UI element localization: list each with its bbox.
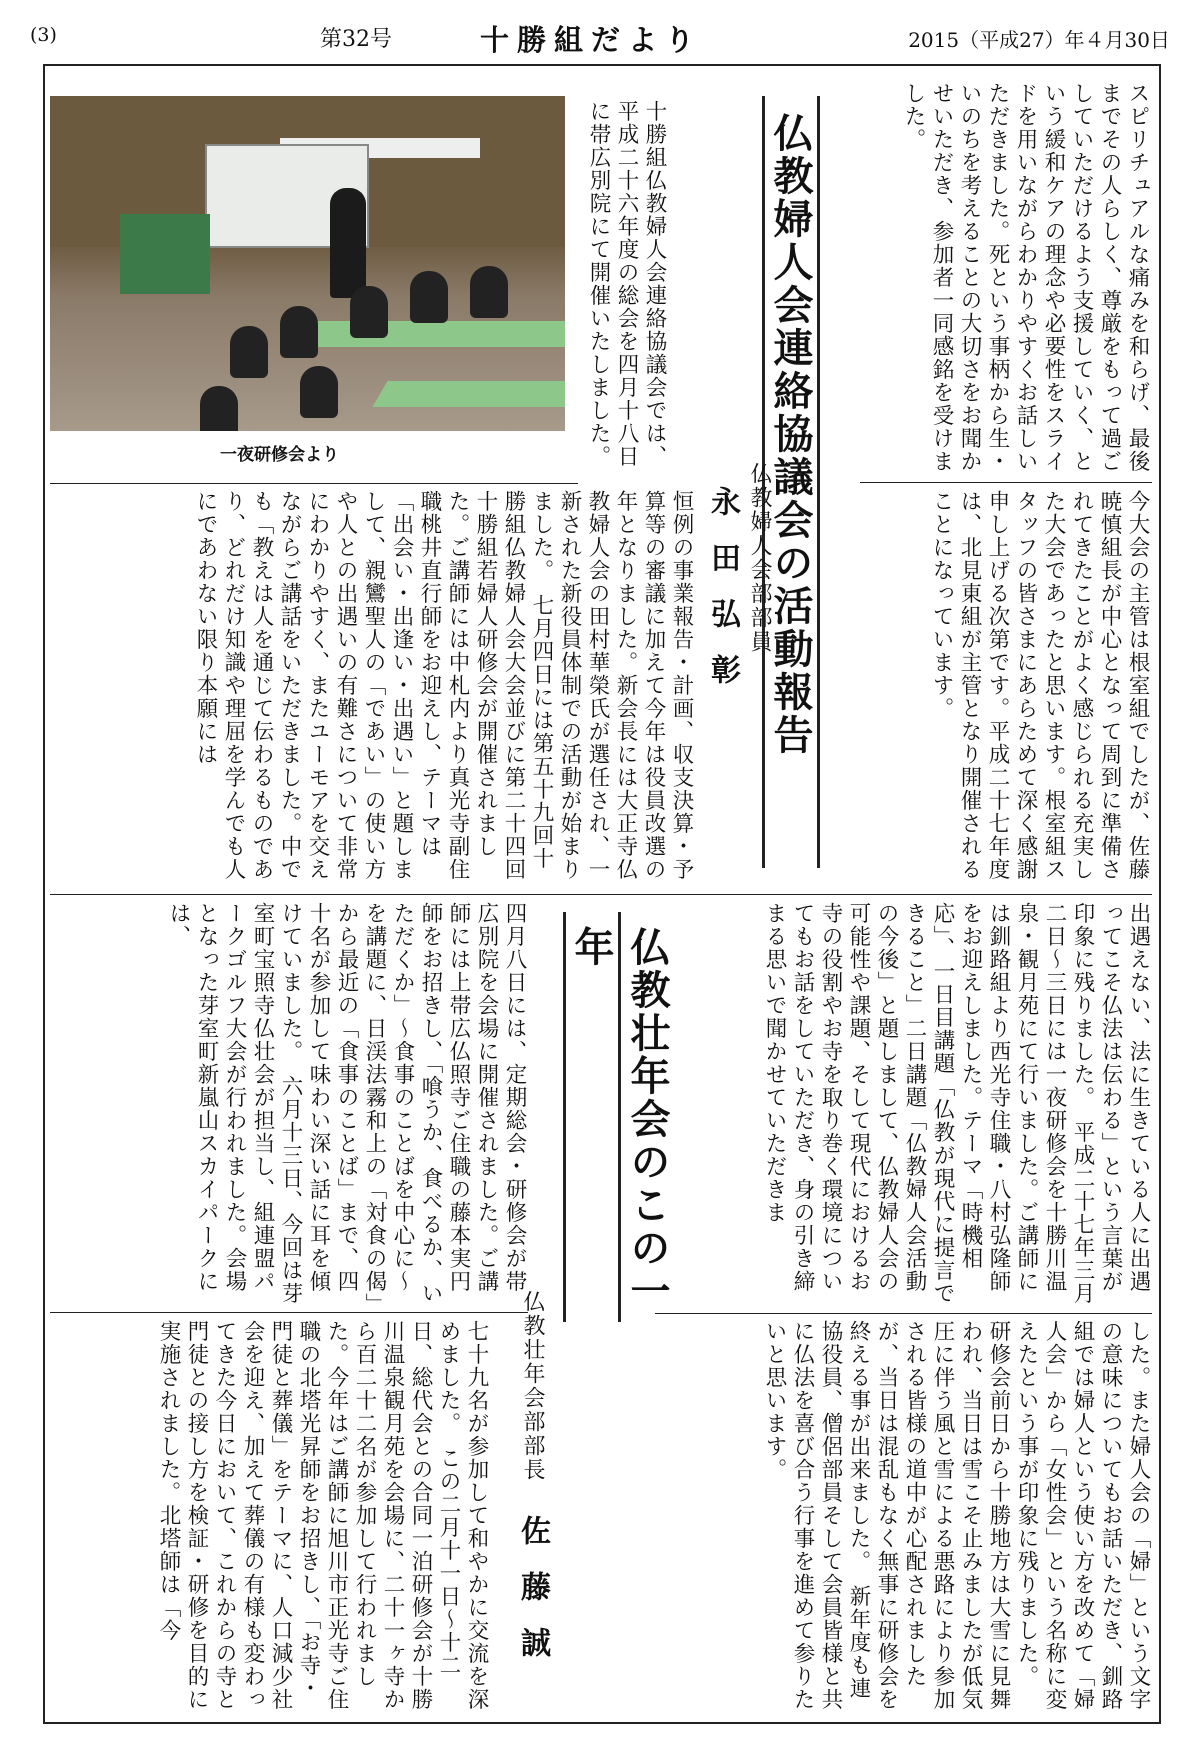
divider-bottom-right: [655, 1313, 1152, 1314]
article1-bottom-continuation: した。また婦人会の「婦」という文字の意味についてもお話いただき、釧路組では婦人という使い方を改めて「婦人会」から「女性会」という名称に変えたという事が印象に残りました。 研修会前日から十勝地方は大雪に見舞われ、当日は雪こそ止みましたが低気圧に伴う風と雪による悪路により参加される皆様の道中が心配されましたが、当日は混乱もなく無事に研修会を終える事が出来ました。 新年度も連協役員、僧侶部員そして会員皆様と共に仏法を喜び合う行事を進めて参りたいと思います。: [762, 1320, 1151, 1711]
newsletter-title: 十勝組だより: [480, 23, 703, 57]
article2-byline-name: 佐藤誠: [515, 1515, 550, 1683]
article1-middle-right: 今大会の主管は根室組でしたが、佐藤暁慎組長が中心となって周到に準備されてきたことがよく感じられる充実した大会であったと思います。根室組スタッフの皆さまにあらためて深く感謝申し上げる次第です。平成二十七年度は、北見東組が主管となり開催されることになっています。: [929, 490, 1150, 881]
divider-middle: [50, 894, 1152, 895]
article2-upper: 四月八日には、定期総会・研修会が帯広別院を会場に開催されました。ご講師には上帯広仏照寺ご住職の藤本実円師をお招きし、「喰うか、食べるか、いただくか」～食事のことばを中心に～を講題に、日渓法霧和上の「対食の偈」から最近の「食事のことば」まで、四十名が参加して味わい深い話に耳を傾けていました。 六月十三日、今回は芽室町宝照寺仏壮会が担当し、組連盟パークゴルフ大会が行われました。会場となった芽室町新嵐山スカイパークには、: [166, 902, 527, 1306]
article1-byline-role: 仏教婦人会部部員: [747, 462, 772, 654]
article2-lower: 七十九名が参加して和やかに交流を深めました。 この二月十一日～十二日、総代会との合同一泊研修会が十勝川温泉観月苑を会場に、二十一ヶ寺から百二十二名が参加して行われました。今年はご講師に旭川市正光寺ご住職の北塔光昇師をお招きし、「お寺・門徒と葬儀」をテーマに、人口減少社会を迎え、加えて葬儀の有様も変わってきた今日において、これからの寺と門徒との接し方を検証・研修を目的に実施されました。北塔師は「今: [156, 1320, 489, 1711]
article1-intro: 十勝組仏教婦人会連絡協議会では、平成二十六年度の総会を四月十八日に帯広別院にて開催いたしました。: [586, 100, 667, 468]
article1-bottom-right: 出遇えない、法に生きている人に出遇ってこそ仏法は伝わる」という言葉が印象に残りました。 平成二十七年三月二日～三日には一夜研修会を十勝川温泉・観月苑にて行いました。ご講師には釧路組より西光寺住職・八村弘隆師をお迎えしました。テーマ「時機相応」、一日目講題「仏教が現代に提言できること」二日講題「仏教婦人会活動の今後」と題しまして、仏教婦人会の可能性や課題、そして現代におけるお寺の役割やお寺を取り巻く環境についてもお話をしていただき、身の引き締まる思いで聞かせていただきま: [762, 902, 1151, 1306]
issue-number: 第32号: [320, 27, 392, 52]
article1-byline: [700, 462, 775, 882]
issue-date: 2015（平成27）年４月30日: [908, 28, 1170, 52]
article2-byline-role: 仏教壮年会部部長: [520, 1290, 545, 1482]
article1-middle-left: 恒例の事業報告・計画、収支決算・予算等の審議に加えて今年は役員改選の年となりました。新会長には大正寺仏教婦人会の田村華榮氏が選任され、一新された新役員体制での活動が始まりました。 七月四日には第五十九回十勝組仏教婦人会大会並びに第二十四回十勝組若婦人研修会が開催されました。ご講師には中札内より真光寺副住職桃井直行師をお迎えし、テーマは「出会い・出逢い・出遇い」と題しまして、親鸞聖人の「であい」の使い方や人との出遇いの有難さについて非常にわかりやすく、またユーモアを交えながらご講話をいただきました。中でも「教えは人を通じて伝わるものであり、どれだけ知識や理屈を学んでも人にであわない限り本願には: [193, 490, 694, 881]
divider-photo: [50, 483, 578, 484]
article1-byline-name: 永田弘彰: [705, 486, 740, 710]
page-number: (3): [30, 24, 57, 46]
article1-top-continuation: スピリチュアルな痛みを和らげ、最後までその人らしく、尊厳をもって過ごしていただけるよう支援していく、という緩和ケアの理念や必要性をスライドを用いながらわかりやすくお話しいただきました。死という事柄から生・いのちを考えることの大切さをお聞かせいただき、参加者一同感銘を受けました。: [901, 82, 1150, 473]
photo-caption: 一夜研修会より: [220, 445, 339, 465]
page-header: [30, 18, 1170, 58]
divider-article2: [50, 1312, 528, 1313]
divider-top-right: [860, 482, 1152, 483]
event-photo: [50, 96, 565, 431]
article2-headline: 仏教壮年会のこの一年: [568, 926, 671, 1313]
article2-byline: [510, 1290, 554, 1710]
article1-headline: 仏教婦人会連絡協議会の活動報告: [767, 112, 814, 757]
